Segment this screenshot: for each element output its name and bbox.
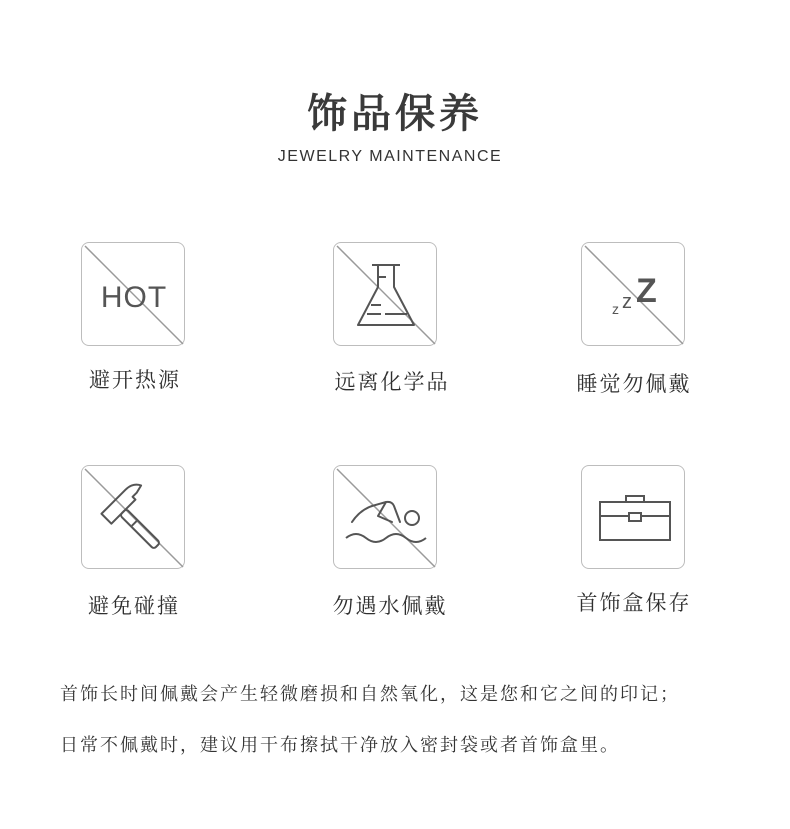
hot-icon-text: HOT bbox=[100, 281, 168, 314]
tip-label-collision: 避免碰撞 bbox=[88, 594, 180, 618]
tip-label-chemical: 远离化学品 bbox=[334, 370, 450, 394]
flask-icon bbox=[334, 243, 438, 347]
description-line-1: 首饰长时间佩戴会产生轻微磨损和自然氧化，这是您和它之间的印记； bbox=[60, 684, 680, 705]
tip-label-heat: 避开热源 bbox=[89, 368, 181, 392]
chemical-card bbox=[333, 242, 437, 346]
hot-card bbox=[81, 242, 185, 346]
page-subtitle: JEWELRY MAINTENANCE bbox=[277, 148, 503, 165]
svg-text:z: z bbox=[622, 291, 632, 313]
tip-label-sleep: 睡觉勿佩戴 bbox=[576, 372, 692, 396]
page-title: 饰品保养 bbox=[307, 91, 483, 137]
water-card bbox=[333, 465, 437, 569]
sleep-card bbox=[581, 242, 685, 346]
svg-text:Z: Z bbox=[636, 272, 657, 310]
sleep-icon bbox=[582, 243, 686, 347]
collision-card bbox=[81, 465, 185, 569]
tip-label-water: 勿遇水佩戴 bbox=[332, 594, 448, 618]
swimming-icon bbox=[334, 466, 438, 570]
tip-label-box: 首饰盒保存 bbox=[576, 591, 692, 615]
hammer-icon bbox=[82, 466, 186, 570]
jewelry-box-icon bbox=[582, 466, 686, 570]
description-line-2: 日常不佩戴时，建议用干布擦拭干净放入密封袋或者首饰盒里。 bbox=[60, 735, 620, 756]
svg-text:z: z bbox=[612, 301, 619, 317]
hot-icon bbox=[82, 243, 186, 347]
box-card bbox=[581, 465, 685, 569]
